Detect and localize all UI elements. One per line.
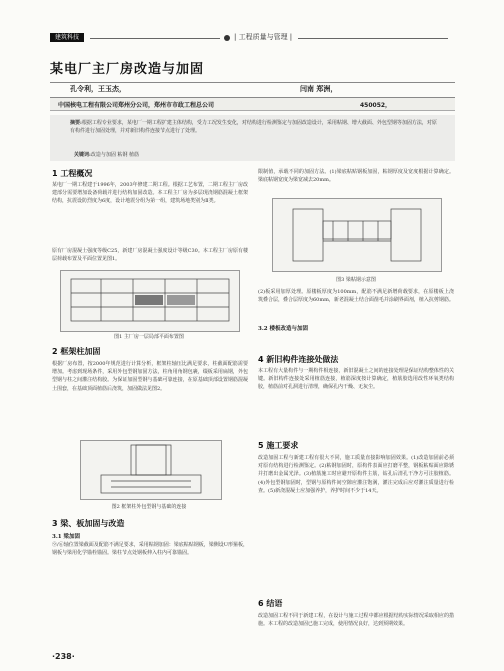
figure-3-caption: 图3 梁粘钢示意图	[336, 277, 376, 283]
figure-1-plan	[60, 270, 240, 332]
authors-group-2: 闫南 郑洲，	[300, 85, 338, 93]
right-col-para-1: 限制值，承载不同的加固方法。(1)梁底粘贴钢板加固，粘钢厚度及宽度根据计算确定。梁底粘钢宽度为梁宽减去20mm。	[258, 169, 454, 184]
keywords-body: 改造与加固 粘钢 植筋	[90, 152, 140, 158]
article-title: 某电厂主厂房改造与加固	[50, 62, 205, 77]
section-1-heading: 1 工程概况	[52, 169, 93, 178]
abstract-box	[50, 115, 455, 161]
journal-tag: 建筑科技	[50, 33, 84, 42]
section-3-heading: 3 梁、板加固与改造	[52, 519, 125, 528]
keywords	[74, 151, 139, 158]
postcode: 450052，	[360, 102, 392, 109]
section-6-para: 改造加固工程不同于新建工程，在设计与施工过程中都应根据结构实际情况采取相应的措施。本工程的改造加固已施工完成，使用情况良好，达到预期效果。	[258, 613, 454, 628]
keywords-label: 关键词:	[74, 152, 91, 158]
section-1-para-1: 某电厂一期工程建于1996年，2003年修建二期工程。根据工艺布置，二期工程主厂房改建部分需要增加设备荷载并进行结构加固改造。本工程主厂房为多层现浇钢筋混凝土框架结构，抗震设防烈度为6度，设计地震分组为第一组，建筑场地类别为Ⅱ类。	[52, 182, 248, 205]
figure-2-caption: 图2 框架柱外包型钢与基础的连接	[111, 504, 187, 510]
section-3-1-heading: 3.1 梁加固	[52, 534, 80, 540]
right-col-para-2: (2)板采用加厚处理。原楼板厚度为100mm，配筋不满足新增荷载要求，在原楼板上浇筑叠合层，叠合层厚度为60mm，新老混凝土结合面凿毛并涂刷界面剂，植入抗剪钢筋。	[258, 289, 454, 304]
page-number: ·238·	[52, 652, 75, 661]
section-4-para: 本工程有大量构件与一期构件相连接，新旧混凝土之间的连接处理是保证结构整体性的关键。新旧构件连接处采用植筋连接，植筋深度按计算确定，植筋胶选用改性环氧类结构胶，植筋前对孔洞进行清理，确保孔内干燥、无灰尘。	[258, 368, 454, 391]
header-rule-right	[298, 38, 448, 39]
header-rule-left	[90, 38, 220, 39]
figure-1-drawing	[61, 271, 239, 331]
figure-3-beam	[272, 198, 442, 272]
column-title: | 工程质量与管理 |	[234, 33, 293, 41]
section-4-heading: 4 新旧构件连接处做法	[258, 355, 339, 364]
section-5-para: 改造加固工程与新建工程有很大不同，施工质量直接影响加固效果。(1)改造加固前必须对原有结构进行检测鉴定。(2)粘钢加固时，原构件表面应打磨平整，钢板粘贴面应除锈并打磨出金属光泽。(3)植筋施工时应避开原构件主筋，钻孔后清孔干净方可注胶植筋。(4)外包型钢加固时，型钢与原构件间空隙应灌注饱满，灌注完成后应对灌注质量进行检查。(5)新浇混凝土应加强养护，养护时间不少于14天。	[258, 455, 454, 494]
section-3-1-para: ⑨/⑥轴位置梁截面及配筋不满足要求，采用粘钢加固：梁底粘贴钢板，梁侧设U形箍板，钢板与梁用化学锚栓锚固。梁柱节点处钢板伸入柱内可靠锚固。	[52, 542, 248, 557]
affiliation: 中国核电工程有限公司郑州分公司，郑州市市政工程总公司	[58, 102, 215, 109]
figure-2-column-foundation	[80, 440, 222, 500]
section-5-heading: 5 施工要求	[258, 441, 299, 450]
authors-group-1: 孔令利，王玉杰，	[70, 85, 126, 93]
abstract-text	[70, 119, 440, 135]
section-6-heading: 6 结语	[258, 599, 283, 608]
section-1-para-2: 原有厂房混凝土强度等级C25，新建厂房混凝土强度设计等级C30。本工程主厂房原有楼层荷载布置及平面位置见图1。	[52, 248, 248, 263]
figure-1-caption: 图1 主厂房一层局部平面布置图	[114, 334, 184, 340]
abstract-body: 根据工程专业要求，某电厂一期工程扩建主体结构，受力工况发生变化，对结构进行检测鉴定与加固改造设计，采用粘钢、增大截面、外包型钢等加固方法，对原有构件进行加固处理，并对新旧构件连接节点进行了处理。	[70, 120, 437, 134]
figure-3-drawing	[273, 199, 441, 271]
header-bullet	[224, 35, 230, 41]
affiliation-band	[50, 98, 455, 111]
section-2-heading: 2 框架柱加固	[52, 347, 101, 356]
section-2-para: 根据厂房布置，按2000年规范进行计算分析，框架柱轴压比满足要求，柱截面配筋需要增加。考虑到现场条件，采用外包型钢加固方法，柱角用角钢包裹，缀板采用扁钢，外包型钢与柱之间灌注结构胶。为保证加固型钢与基础可靠连接，在原基础顶部设置钢筋混凝土围套，在基础顶面植筋后浇筑，加固做法见图2。	[52, 361, 248, 392]
abstract-label: 摘要:	[70, 120, 82, 126]
figure-2-drawing	[81, 441, 221, 499]
section-3-2-heading: 3.2 楼板改造与加固	[258, 326, 308, 332]
authors-band	[50, 82, 455, 98]
